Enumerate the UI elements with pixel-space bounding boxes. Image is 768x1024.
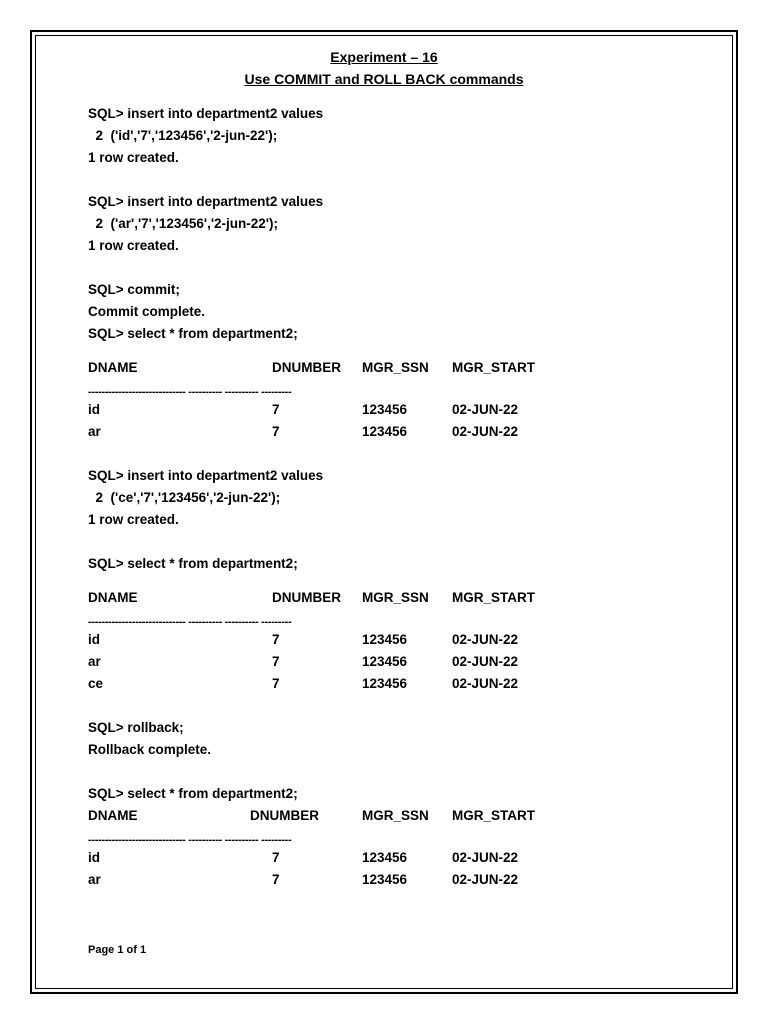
column-header-mgr-ssn: MGR_SSN (362, 808, 429, 823)
table-separator: ----------------------------- ---------- ---------- --------- (88, 834, 292, 846)
cell-dnumber: 7 (272, 654, 280, 669)
sql-output: 1 row created. (88, 150, 179, 165)
cell-dnumber: 7 (272, 850, 280, 865)
result-table-1 (88, 357, 708, 443)
sql-line: 2 ('ar','7','123456','2-jun-22'); (88, 216, 279, 231)
sql-line: SQL> select * from department2; (88, 326, 298, 341)
table-header-row (88, 357, 708, 379)
column-header-dname: DNAME (88, 590, 138, 605)
sql-line: SQL> rollback; (88, 720, 184, 735)
column-header-dnumber: DNUMBER (250, 808, 319, 823)
table-separator: ----------------------------- ---------- ---------- --------- (88, 386, 292, 398)
cell-dnumber: 7 (272, 402, 280, 417)
cell-mgr-start: 02-JUN-22 (452, 632, 519, 647)
page-number-footer: Page 1 of 1 (88, 944, 147, 956)
table-row (88, 629, 708, 651)
column-header-mgr-ssn: MGR_SSN (362, 590, 429, 605)
sql-line: 2 ('ce','7','123456','2-jun-22'); (88, 490, 281, 505)
cell-dnumber: 7 (272, 424, 280, 439)
sql-line: SQL> commit; (88, 282, 180, 297)
table-row (88, 421, 708, 443)
sql-line: SQL> select * from department2; (88, 786, 298, 801)
cell-dnumber: 7 (272, 676, 280, 691)
sql-output: Commit complete. (88, 304, 206, 319)
sql-line: SQL> insert into department2 values (88, 106, 324, 121)
table-row (88, 399, 708, 421)
cell-mgr-ssn: 123456 (362, 676, 408, 691)
sql-line: SQL> select * from department2; (88, 556, 298, 571)
cell-mgr-start: 02-JUN-22 (452, 872, 519, 887)
cell-dname: ar (88, 424, 101, 439)
result-table-3 (88, 805, 708, 891)
cell-dname: ce (88, 676, 104, 691)
sql-line: SQL> insert into department2 values (88, 468, 324, 483)
experiment-title: Experiment – 16 (330, 49, 438, 65)
sql-output: 1 row created. (88, 512, 179, 527)
cell-mgr-start: 02-JUN-22 (452, 654, 519, 669)
result-table-2 (88, 587, 708, 695)
cell-mgr-ssn: 123456 (362, 424, 408, 439)
table-row (88, 673, 708, 695)
table-row (88, 847, 708, 869)
column-header-mgr-start: MGR_START (452, 590, 535, 605)
sql-session (88, 103, 708, 891)
cell-mgr-ssn: 123456 (362, 654, 408, 669)
cell-mgr-start: 02-JUN-22 (452, 402, 519, 417)
column-header-mgr-start: MGR_START (452, 360, 535, 375)
column-header-dname: DNAME (88, 808, 138, 823)
cell-mgr-start: 02-JUN-22 (452, 850, 519, 865)
table-row (88, 869, 708, 891)
cell-mgr-ssn: 123456 (362, 402, 408, 417)
sql-output: Rollback complete. (88, 742, 212, 757)
column-header-dname: DNAME (88, 360, 138, 375)
cell-dnumber: 7 (272, 872, 280, 887)
cell-mgr-ssn: 123456 (362, 850, 408, 865)
cell-dname: ar (88, 654, 101, 669)
cell-mgr-start: 02-JUN-22 (452, 676, 519, 691)
table-separator: ----------------------------- ---------- ---------- --------- (88, 616, 292, 628)
sql-output: 1 row created. (88, 238, 179, 253)
sql-line: 2 ('id','7','123456','2-jun-22'); (88, 128, 278, 143)
cell-dname: id (88, 850, 100, 865)
column-header-mgr-ssn: MGR_SSN (362, 360, 429, 375)
column-header-mgr-start: MGR_START (452, 808, 535, 823)
cell-dname: ar (88, 872, 101, 887)
cell-dnumber: 7 (272, 632, 280, 647)
column-header-dnumber: DNUMBER (272, 590, 341, 605)
cell-mgr-ssn: 123456 (362, 632, 408, 647)
column-header-dnumber: DNUMBER (272, 360, 341, 375)
table-header-row (88, 587, 708, 609)
cell-mgr-ssn: 123456 (362, 872, 408, 887)
table-header-row (88, 805, 708, 827)
table-row (88, 651, 708, 673)
cell-mgr-start: 02-JUN-22 (452, 424, 519, 439)
cell-dname: id (88, 402, 100, 417)
cell-dname: id (88, 632, 100, 647)
experiment-subtitle: Use COMMIT and ROLL BACK commands (244, 71, 524, 87)
sql-line: SQL> insert into department2 values (88, 194, 324, 209)
